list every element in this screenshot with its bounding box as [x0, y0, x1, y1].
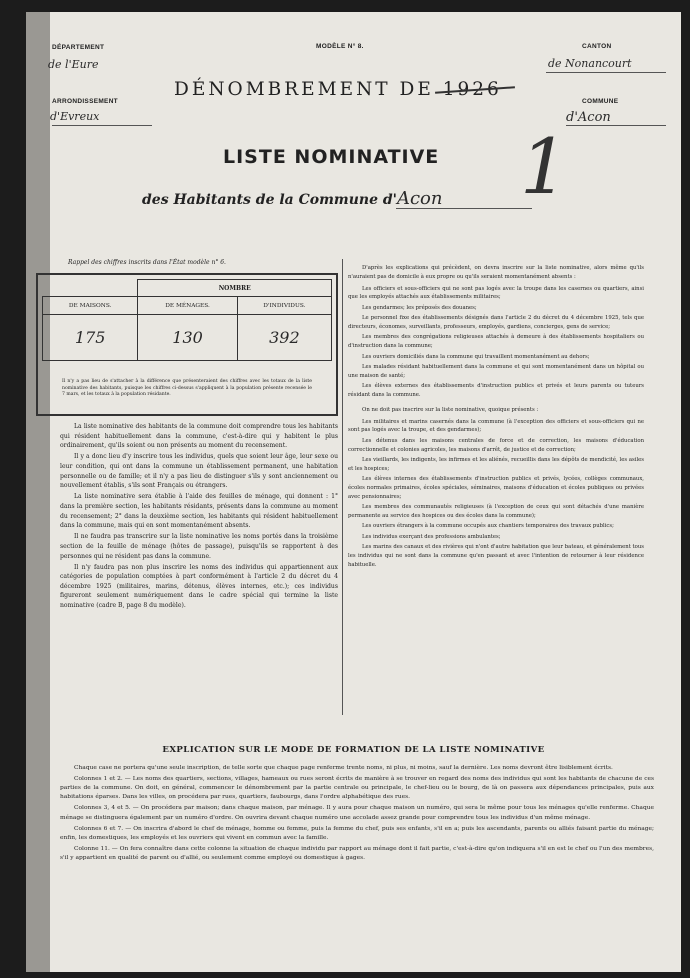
explication-paragraph: Colonne 11. — On fera connaître dans cette colonne la situation de chaque individu par rapport au ménage dont il fait partie, c'est-à-dire qu'on indiquera s'il en est le chef ou l'un des membres, s'il y appartient en qualité de parent ou d'allié, ou seulement comme employé ou domestique à gages. — [60, 845, 654, 862]
right-paragraph: Les officiers et sous-officiers qui ne sont pas logés avec la troupe dans les casernes ou quartiers, ainsi que les employés attachés aux établissements militaires; — [348, 285, 644, 301]
explication-paragraph: Colonnes 3, 4 et 5. — On procédera par maison; dans chaque maison, par ménage. Il y aura pour chaque maison un numéro, qui sera le même pour tous les ménages qu'elle renferme. Chaque ménage se distinguera également par un numéro d'ordre. On ouvrira devant chaque numéro une accolade assez grande pour comprendre tous les individus d'un même ménage. — [60, 805, 654, 821]
explication-text — [60, 764, 654, 865]
modele-label: MODÈLE N° 8. — [316, 43, 364, 50]
commune-value: d'Acon — [566, 110, 611, 125]
explication-paragraph: Chaque case ne portera qu'une seule inscription, de telle sorte que chaque page renferme trente noms, ni plus, ni moins, sauf la dernière. Les noms devront être lisiblement écrits. — [74, 765, 613, 771]
right-paragraph: Les malades résidant habituellement dans la commune et qui sont momentanément dans un hôpital ou une maison de santé; — [348, 363, 644, 379]
menages-value: 130 — [138, 315, 237, 361]
commune-label: COMMUNE — [582, 98, 619, 105]
explication-title: EXPLICATION SUR LE MODE DE FORMATION DE LA LISTE NOMINATIVE — [162, 745, 545, 755]
col-individus-header: D'INDIVIDUS. — [237, 297, 331, 315]
right-paragraph: Les membres des communautés religieuses (à l'exception de ceux qui sont détachés d'une manière permanente au service des hospices ou des écoles dans la commune); — [348, 504, 644, 519]
individus-value: 392 — [237, 315, 331, 361]
right-paragraph: D'après les explications qui précèdent, on devra inscrire sur la liste nominative, alors même qu'ils n'auraient pas de domicile à eux propre ou qu'ils seraient momentanément absents : — [348, 265, 644, 280]
liste-nominative-title: LISTE NOMINATIVE — [223, 146, 440, 168]
title-year-wrap — [443, 79, 502, 100]
left-paragraph: La liste nominative sera établie à l'aide des feuilles de ménage, qui donnent : 1° dans la première section, les habitants résidants, présents dans la commune au moment du recensement; 2° dans la deuxième section, les habitants qui résident habituellement dans la commune, mais qui en sont momentanément absents. — [60, 493, 338, 530]
right-paragraph: Les marins des canaux et des rivières qui n'ont d'autre habitation que leur bateau, et généralement tous les individus qui ne sont dans la commune qu'en passant et avec l'intention de retourner à leur résidence habituelle. — [348, 544, 644, 568]
right-column-text — [348, 264, 644, 571]
right-paragraph: On ne doit pas inscrire sur la liste nominative, quoique présents : — [362, 406, 539, 413]
rappel-caption: Rappel des chiffres inscrits dans l'État modèle n° 6. — [68, 259, 226, 266]
departement-label: DÉPARTEMENT — [52, 44, 105, 51]
right-paragraph: Les ouvriers étrangers à la commune occupés aux chantiers temporaires des travaux publics; — [362, 523, 614, 530]
canton-value: de Nonancourt — [548, 57, 632, 70]
right-paragraph: Le personnel fixe des établissements désignés dans l'article 2 du décret du 4 décembre 1925, tels que directeurs, économes, surveillants, professeurs, employés, gardiens, concierges, gens de service; — [348, 315, 644, 330]
nombre-header: NOMBRE — [138, 280, 332, 297]
arrondissement-label: ARRONDISSEMENT — [52, 98, 118, 105]
right-paragraph: Les militaires et marins casernés dans la commune (à l'exception des officiers et sous-officiers qui ne sont pas logés avec la troupe, et des gendarmes); — [348, 418, 644, 434]
habitants-prefix: des Habitants de la Commune d' — [142, 192, 397, 208]
explication-paragraph: Colonnes 1 et 2. — Les noms des quartiers, sections, villages, hameaux ou rues seront écrits de manière à se trouver en regard des noms des individus qui sont les habitants de chacune de ces parties de la commune. On doit, en général, commencer le dénombrement par la partie centrale ou principale, le chef-lieu ou le bourg, de là on passera aux dépendances principales, puis aux habitations éparses. Dans les villes, on procédera par rues, quartiers, faubourgs, dans l'ordre alphabétique des rues. — [60, 775, 654, 801]
right-paragraph: Les gendarmes; les préposés des douanes; — [362, 304, 477, 311]
right-paragraph: Les élèves internes des établissements d'instruction publics et privés, lycées, collèges communaux, écoles normales primaires, écoles spéciales, séminaires, maisons d'éducation et écoles publiques ou privées avec pensionnaires; — [348, 476, 644, 500]
departement-value: de l'Eure — [48, 58, 99, 71]
left-paragraph: La liste nominative des habitants de la commune doit comprendre tous les habitants qui résident habituellement dans la commune, c'est-à-dire qui y habitent le plus ordinairement, qu'ils soient ou non présents au moment du recensement. — [60, 423, 338, 450]
right-paragraph: Les individus exerçant des professions ambulantes; — [362, 533, 501, 540]
rappel-table — [42, 279, 332, 361]
right-paragraph: Les membres des congrégations religieuses attachés à demeure à des établissements hospitaliers ou d'instruction dans la commune; — [348, 334, 644, 350]
maisons-value: 175 — [43, 315, 138, 361]
right-paragraph: Les vieillards, les indigents, les infirmes et les aliénés, recueillis dans les dépôts de mendicité, les asiles et les hospices; — [348, 456, 644, 472]
habitants-line — [142, 188, 442, 209]
right-paragraph: Les détenus dans les maisons centrales de force et de correction, les maisons d'éducation correctionnelle et colonies agricoles, les maisons d'arrêt, de justice et de correction; — [348, 437, 644, 453]
rappel-note: Il n'y a pas lieu de s'attacher à la différence que présenteraient des chiffres avec les totaux de la liste nominative des habitants, puisque les chiffres ci-dessus s'appliquent à la population présente recensée le 7 mars, et les totaux à la population résidante. — [62, 379, 312, 398]
left-paragraph: Il n'y faudra pas non plus inscrire les noms des individus qui appartiennent aux catégories de population comptées à part conformément à l'article 2 du décret du 4 décembre 1925 (militaires, marins, détenus, élèves internes, etc.); ces individus figureront seulement numériquement dans le cadre spécial qui termine la liste nominative (cadre B, page 8 du modèle). — [60, 563, 338, 610]
column-divider — [342, 259, 343, 715]
left-paragraph: Il ne faudra pas transcrire sur la liste nominative les noms portés dans la troisième section de la feuille de ménage (hôtes de passage), puisqu'ils se rapportent à des personnes qui ne résident pas dans la commune. — [60, 533, 338, 560]
page-number: 1 — [520, 122, 569, 211]
page-title — [174, 79, 502, 100]
col-maisons-header: DE MAISONS. — [43, 297, 138, 315]
habitants-commune: Acon — [396, 188, 443, 209]
explication-paragraph: Colonnes 6 et 7. — On inscrira d'abord le chef de ménage, homme ou femme, puis la femme du chef, puis ses enfants, s'il en a; puis les ascendants, parents ou alliés faisant partie du ménage; enfin, les domestiques, les employés et les ouvriers qui vivent en commun avec la famille. — [60, 825, 654, 841]
left-paragraph: Il y a donc lieu d'y inscrire tous les individus, quels que soient leur âge, leur sexe ou leur condition, qui ont dans la commune un établissement permanent, une habitation personnelle ou de famille; et il n'y a pas lieu de distinguer s'ils y sont anciennement ou nouvellement établis, s'ils sont Français ou étrangers. — [60, 453, 338, 490]
page-spine-shadow — [26, 12, 50, 972]
rappel-box — [36, 273, 338, 416]
right-paragraph: Les élèves externes des établissements d'instruction publics et privés et leurs parents ou tuteurs résidant dans la commune. — [348, 383, 644, 398]
title-text: DÉNOMBREMENT DE — [174, 79, 434, 100]
census-page — [26, 12, 681, 972]
title-year: 1926 — [442, 79, 502, 100]
col-menages-header: DE MÉNAGES. — [138, 297, 237, 315]
arrondissement-value: d'Evreux — [50, 110, 100, 123]
canton-label: CANTON — [582, 43, 612, 50]
right-paragraph: Les ouvriers domiciliés dans la commune qui travaillent momentanément au dehors; — [362, 353, 590, 360]
left-column-text — [60, 422, 338, 612]
